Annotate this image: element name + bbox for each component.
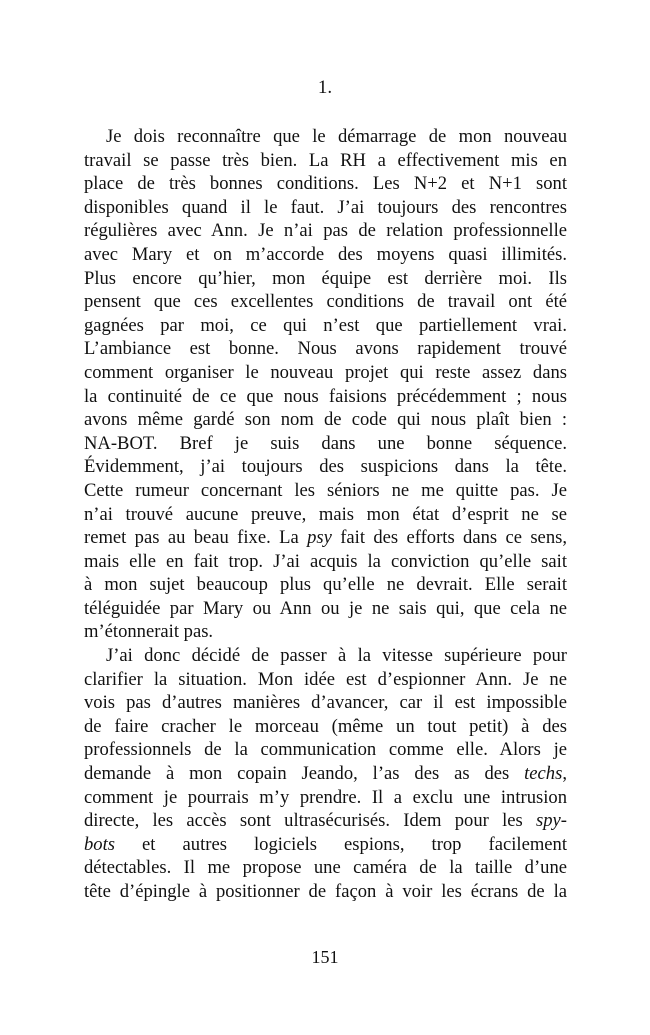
text-segment: , (562, 763, 567, 785)
text-line: Je dois reconnaître que le démarrage de mon nouveau (106, 126, 567, 147)
text-line: clarifier la situation. Mon idée est d’espionner Ann. Je ne (84, 668, 567, 690)
text-line: place de très bonnes conditions. Les N+2 et N+1 sont (84, 173, 567, 195)
text-line (84, 809, 567, 833)
text-line: Plus encore qu’hier, mon équipe est derrière moi. Ils (84, 267, 567, 289)
text-segment: remet pas au beau fixe. La (84, 527, 308, 549)
text-line (84, 833, 567, 857)
text-line: la continuité de ce que nous faisions précédemment ; nous (84, 385, 567, 407)
text-line: professionnels de la communication comme elle. Alors je (84, 739, 567, 761)
text-segment: et autres logiciels espions, trop facilement (115, 833, 567, 855)
text-line: J’ai donc décidé de passer à la vitesse supérieure pour (106, 645, 567, 667)
text-line: Évidemment, j’ai toujours des suspicions dans la tête. (84, 456, 567, 478)
text-line: avons même gardé son nom de code qui nous plaît bien : (84, 409, 567, 431)
text-line: n’ai trouvé aucune preuve, mais mon état d’esprit ne se (84, 503, 567, 525)
page-number: 151 (311, 947, 339, 967)
text-line: comment je pourrais m’y prendre. Il a exclu une intrusion (84, 786, 567, 808)
text-line: avec Mary et on m’accorde des moyens quasi illimités. (84, 243, 567, 265)
text-line: mais elle en fait trop. J’ai acquis la conviction qu’elle sait (84, 550, 567, 572)
text-line (84, 762, 567, 786)
text-line: détectables. Il me propose une caméra de la taille d’une (84, 857, 567, 879)
italic-term: bots (84, 833, 115, 855)
text-line: pensent que ces excellentes conditions de travail ont été (84, 291, 567, 313)
italic-term: psy (307, 527, 332, 549)
italic-term: techs (524, 763, 563, 785)
text-line: à mon sujet beaucoup plus qu’elle ne devrait. Elle serait (84, 574, 567, 596)
text-line: régulières avec Ann. Je n’ai pas de relation professionnelle (84, 220, 567, 242)
italic-term: spy- (536, 810, 567, 832)
text-line (84, 526, 567, 550)
chapter-number: 1. (317, 77, 333, 98)
text-segment: directe, les accès sont ultrasécurisés. Idem pour les (84, 810, 537, 832)
body-text (84, 125, 567, 904)
text-line: Cette rumeur concernant les séniors ne me quitte pas. Je (84, 479, 567, 501)
text-line: NA-BOT. Bref je suis dans une bonne séquence. (84, 432, 567, 454)
text-line: travail se passe très bien. La RH a effectivement mis en (84, 149, 567, 171)
text-segment: demande à mon copain Jeando, l’as des as des (84, 763, 525, 785)
text-line: comment organiser le nouveau projet qui reste assez dans (84, 361, 567, 383)
text-line: L’ambiance est bonne. Nous avons rapidement trouvé (84, 338, 567, 360)
text-line: téléguidée par Mary ou Ann ou je ne sais qui, que cela ne (84, 597, 567, 619)
text-line: tête d’épingle à positionner de façon à voir les écrans de la (84, 881, 567, 902)
text-segment: fait des efforts dans ce sens, (331, 527, 567, 549)
text-line: disponibles quand il le faut. J’ai toujours des rencontres (84, 196, 567, 218)
text-line: vois pas d’autres manières d’avancer, car il est impossible (84, 692, 567, 714)
text-line: m’étonnerait pas. (84, 621, 214, 643)
text-line: gagnées par moi, ce qui n’est que partiellement vrai. (84, 314, 567, 336)
text-line: de faire cracher le morceau (même un tout petit) à des (84, 715, 567, 737)
